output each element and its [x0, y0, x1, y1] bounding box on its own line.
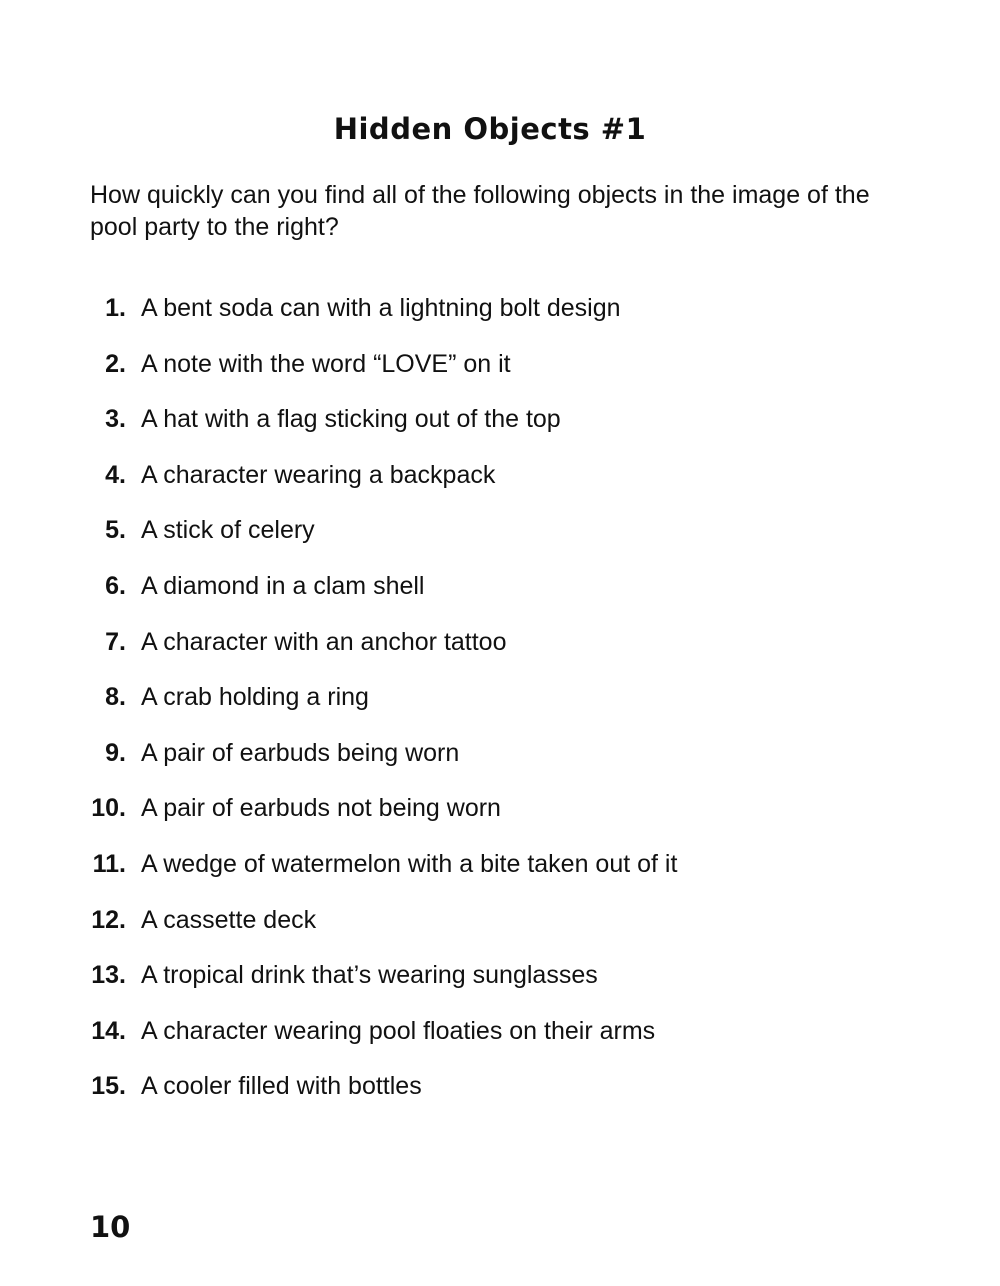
list-item [0, 904, 1000, 960]
item-number: 6. [105, 571, 126, 600]
item-number: 14. [91, 1016, 126, 1045]
list-item [0, 459, 1000, 515]
list-item [0, 626, 1000, 682]
item-number: 13. [91, 961, 126, 990]
list-item [0, 348, 1000, 404]
list-item [0, 514, 1000, 570]
page-number: 10 [90, 1210, 131, 1244]
item-text: A note with the word “LOVE” on it [141, 349, 511, 378]
list-item [0, 959, 1000, 1015]
hidden-objects-list [0, 292, 1000, 1126]
item-number: 1. [105, 294, 126, 322]
item-number: 7. [105, 627, 126, 656]
item-number: 11. [92, 849, 126, 878]
item-number: 3. [105, 405, 126, 434]
item-text: A character wearing a backpack [141, 460, 496, 489]
list-item [0, 292, 1000, 348]
list-item [0, 792, 1000, 848]
list-item [0, 1015, 1000, 1071]
item-number: 4. [105, 460, 126, 489]
item-number: 12. [91, 905, 126, 934]
item-number: 15. [91, 1072, 126, 1101]
list-item [0, 681, 1000, 737]
list-item [0, 403, 1000, 459]
item-text: A diamond in a clam shell [141, 571, 425, 600]
item-number: 9. [105, 738, 126, 767]
item-text: A hat with a flag sticking out of the top [141, 405, 561, 434]
item-text: A crab holding a ring [141, 683, 369, 712]
item-text: A character with an anchor tattoo [141, 627, 507, 656]
item-text: A tropical drink that’s wearing sunglasses [141, 961, 598, 990]
intro-paragraph: How quickly can you find all of the following objects in the image of the pool party to the right? [90, 181, 870, 241]
item-text: A character wearing pool floaties on their arms [141, 1016, 656, 1045]
list-item [0, 1070, 1000, 1126]
item-number: 2. [105, 349, 126, 378]
list-item [0, 848, 1000, 904]
item-text: A bent soda can with a lightning bolt design [141, 294, 621, 322]
page-title: Hidden Objects #1 [333, 112, 647, 146]
item-number: 8. [105, 683, 126, 712]
list-item [0, 570, 1000, 626]
item-text: A wedge of watermelon with a bite taken out of it [141, 849, 678, 878]
item-text: A cooler filled with bottles [141, 1072, 422, 1101]
item-number: 5. [105, 516, 126, 545]
item-text: A pair of earbuds being worn [141, 738, 460, 767]
item-text: A pair of earbuds not being worn [141, 794, 501, 823]
item-number: 10. [91, 794, 126, 823]
list-item [0, 737, 1000, 793]
item-text: A stick of celery [141, 516, 315, 545]
item-text: A cassette deck [141, 905, 317, 934]
